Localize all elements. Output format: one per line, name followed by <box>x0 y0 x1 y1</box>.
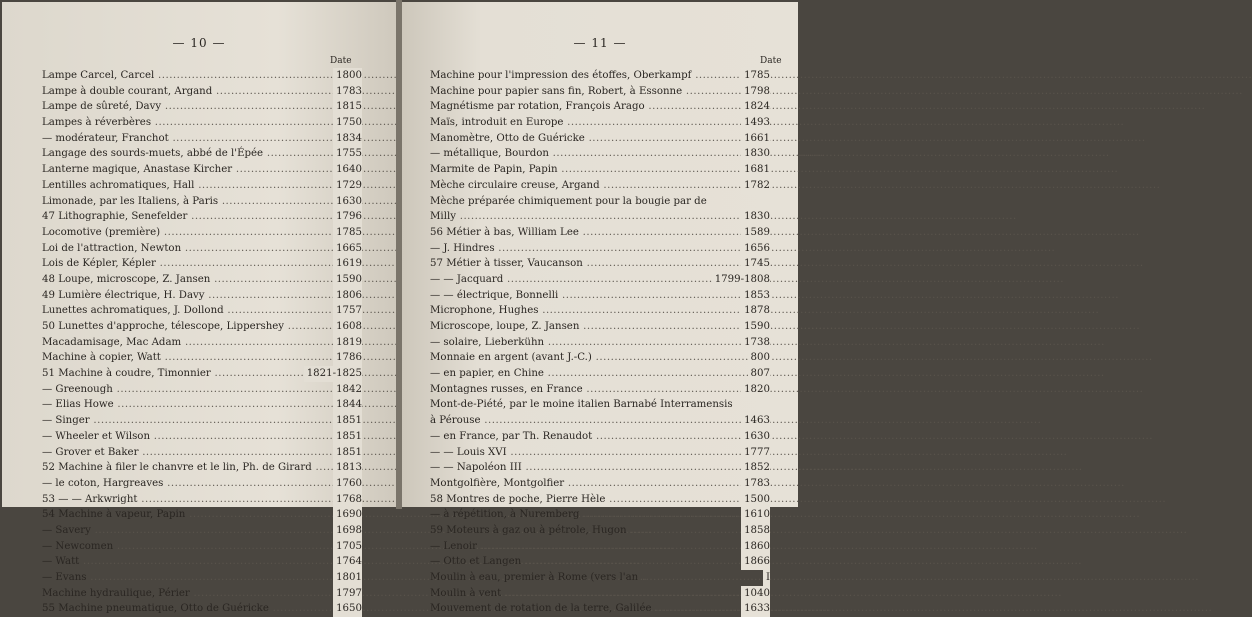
entry-text: Lanterne magique, Anastase Kircher ..... <box>42 162 316 178</box>
entry-text: Microphone, Hughes ..... <box>430 303 724 319</box>
entry-date: 1705 <box>333 539 362 555</box>
entry-date: 1813 <box>333 460 362 476</box>
entry-text: — à répétition, à Nuremberg ..... <box>430 507 724 523</box>
entry-date: 1801 <box>333 570 362 586</box>
entry-date: 1785 <box>333 225 362 241</box>
entry-row <box>430 570 770 586</box>
entry-row <box>430 539 770 555</box>
entry-date: 1589 <box>741 225 770 241</box>
entry-row <box>430 397 770 413</box>
entry-row <box>42 539 362 555</box>
entry-date: 1819 <box>333 335 362 351</box>
entry-row <box>430 68 770 84</box>
entry-text: Loi de l'attraction, Newton ..... <box>42 241 316 257</box>
entry-date: 1842 <box>333 382 362 398</box>
entry-row <box>42 225 362 241</box>
entry-row <box>42 256 362 272</box>
entry-date: 1830 <box>741 146 770 162</box>
entry-row <box>42 601 362 617</box>
entry-date: 1797 <box>333 586 362 602</box>
entry-date: 1806 <box>333 288 362 304</box>
entry-date: 1860 <box>741 539 770 555</box>
entry-row <box>430 288 770 304</box>
entry-text: — — électrique, Bonnelli ..... <box>430 288 724 304</box>
entry-date: 1500 <box>741 492 770 508</box>
entry-date: 1650 <box>333 601 362 617</box>
entry-date: 1799-1808 <box>712 272 770 288</box>
entry-row <box>430 335 770 351</box>
entry-date: 1755 <box>333 146 362 162</box>
entry-row <box>430 84 770 100</box>
entry-date: 1796 <box>333 209 362 225</box>
entry-row <box>430 303 770 319</box>
entry-text: 56 Métier à bas, William Lee ..... <box>430 225 724 241</box>
entry-date: 1852 <box>741 460 770 476</box>
entry-row <box>42 492 362 508</box>
entry-text: — J. Hindres ..... <box>430 241 724 257</box>
entry-date: 1851 <box>333 413 362 429</box>
entry-row <box>42 507 362 523</box>
entry-date: 1608 <box>333 319 362 335</box>
entry-text: Limonade, par les Italiens, à Paris ..... <box>42 194 316 210</box>
entry-date: 1681 <box>741 162 770 178</box>
entry-row <box>430 99 770 115</box>
entry-date: 1851 <box>333 429 362 445</box>
entry-row <box>430 225 770 241</box>
entry-date: 1665 <box>333 241 362 257</box>
entry-date: 1619 <box>333 256 362 272</box>
page-number: — 11 — <box>573 36 627 50</box>
entry-row <box>42 413 362 429</box>
entry-text: — — Napoléon III ..... <box>430 460 724 476</box>
entry-row <box>430 256 770 272</box>
entry-text: — Elias Howe ..... <box>42 397 316 413</box>
entry-date: 1824 <box>741 99 770 115</box>
entry-row <box>42 460 362 476</box>
entry-date: 1815 <box>333 99 362 115</box>
entry-text: 53 — — Arkwright ..... <box>42 492 316 508</box>
entry-row <box>42 272 362 288</box>
entry-row <box>430 319 770 335</box>
entry-text: Lois de Képler, Képler ..... <box>42 256 316 272</box>
entry-text: — Newcomen ..... <box>42 539 316 555</box>
entry-row <box>42 194 362 210</box>
entry-date: 1040 <box>741 586 770 602</box>
entry-list <box>42 68 362 617</box>
entry-date: 1834 <box>333 131 362 147</box>
entry-row <box>42 303 362 319</box>
entry-text: Moulin à vent ..... <box>430 586 724 602</box>
left-page <box>2 2 396 615</box>
entry-text: — en France, par Th. Renaudot ..... <box>430 429 724 445</box>
entry-text: Manomètre, Otto de Guéricke ..... <box>430 131 724 147</box>
entry-date: 1821-1825 <box>304 366 362 382</box>
entry-text: 48 Loupe, microscope, Z. Jansen ..... <box>42 272 316 288</box>
entry-date: 1661 <box>741 131 770 147</box>
entry-row <box>42 288 362 304</box>
entry-row <box>42 570 362 586</box>
entry-date: 1783 <box>741 476 770 492</box>
entry-date: 1745 <box>741 256 770 272</box>
entry-text: Lampe à double courant, Argand ..... <box>42 84 316 100</box>
entry-row <box>42 476 362 492</box>
entry-date: 1786 <box>333 350 362 366</box>
entry-row <box>430 241 770 257</box>
entry-row <box>42 445 362 461</box>
entry-row <box>42 162 362 178</box>
entry-row <box>430 554 770 570</box>
entry-date: 1493 <box>741 115 770 131</box>
entry-text: 50 Lunettes d'approche, télescope, Lippershey ..... <box>42 319 316 335</box>
entry-row <box>42 350 362 366</box>
entry-text: 54 Machine à vapeur, Papin ..... <box>42 507 316 523</box>
entry-date: 800 <box>748 350 770 366</box>
entry-date: 1757 <box>333 303 362 319</box>
entry-date: 1777 <box>741 445 770 461</box>
entry-row <box>430 460 770 476</box>
entry-text: Mouvement de rotation de la terre, Galilée ..... <box>430 601 724 617</box>
entry-date: 1633 <box>741 601 770 617</box>
entry-date: 1851 <box>333 445 362 461</box>
entry-date: 1878 <box>741 303 770 319</box>
entry-row <box>430 413 770 429</box>
entry-row <box>430 382 770 398</box>
entry-text: — — Louis XVI ..... <box>430 445 724 461</box>
entry-row <box>42 209 362 225</box>
entry-row <box>42 335 362 351</box>
entry-date: 1820 <box>741 382 770 398</box>
entry-text: Machine à copier, Watt ..... <box>42 350 316 366</box>
entry-date: 1738 <box>741 335 770 351</box>
entry-text: — — Jacquard ..... <box>430 272 698 288</box>
entry-date: 1782 <box>741 178 770 194</box>
entry-text: Lunettes achromatiques, J. Dollond ..... <box>42 303 316 319</box>
entry-date: 1656 <box>741 241 770 257</box>
entry-text: Machine hydraulique, Périer ..... <box>42 586 316 602</box>
entry-row <box>430 178 770 194</box>
entry-text: Montgolfière, Montgolfier ..... <box>430 476 724 492</box>
entry-date: 1630 <box>333 194 362 210</box>
entry-text: 49 Lumière électrique, H. Davy ..... <box>42 288 316 304</box>
entry-row <box>42 241 362 257</box>
entry-date: 1729 <box>333 178 362 194</box>
entry-text: — solaire, Lieberkühn ..... <box>430 335 724 351</box>
entry-row <box>430 476 770 492</box>
entry-row <box>430 586 770 602</box>
entry-row <box>42 319 362 335</box>
entry-row <box>430 115 770 131</box>
entry-row <box>430 272 770 288</box>
entry-row <box>430 131 770 147</box>
entry-row <box>42 68 362 84</box>
entry-row <box>430 492 770 508</box>
entry-text: — Otto et Langen ..... <box>430 554 724 570</box>
entry-row <box>42 382 362 398</box>
entry-text: — Grover et Baker ..... <box>42 445 316 461</box>
entry-row <box>430 366 770 382</box>
entry-text: Macadamisage, Mac Adam ..... <box>42 335 316 351</box>
entry-text: — Singer ..... <box>42 413 316 429</box>
entry-date: 1798 <box>741 84 770 100</box>
date-column-header: Date <box>330 56 352 66</box>
entry-text: — Watt ..... <box>42 554 316 570</box>
right-page <box>402 2 798 615</box>
entry-text: Moulin à eau, premier à Rome (vers l'an ..... <box>430 570 724 586</box>
entry-row <box>42 99 362 115</box>
entry-row <box>430 445 770 461</box>
entry-text: 59 Moteurs à gaz ou à pétrole, Hugon ..... <box>430 523 724 539</box>
entry-row <box>42 429 362 445</box>
entry-text: 51 Machine à coudre, Timonnier ..... <box>42 366 290 382</box>
entry-date: 1690 <box>333 507 362 523</box>
entry-text: — Wheeler et Wilson ..... <box>42 429 316 445</box>
entry-list <box>430 68 770 617</box>
entry-text: 55 Machine pneumatique, Otto de Guéricke ..... <box>42 601 316 617</box>
entry-row <box>42 178 362 194</box>
entry-text: Mont-de-Piété, par le moine italien Barnabé Interramensis <box>430 399 733 411</box>
entry-date: 1698 <box>333 523 362 539</box>
entry-row <box>42 84 362 100</box>
entry-text: Lampe de sûreté, Davy ..... <box>42 99 316 115</box>
entry-text: Lampes à réverbères ..... <box>42 115 316 131</box>
entry-text: Maïs, introduit en Europe ..... <box>430 115 724 131</box>
entry-text: Mèche préparée chimiquement pour la bougie par de <box>430 195 707 207</box>
entry-text: Milly ..... <box>430 209 724 225</box>
entry-text: à Pérouse ..... <box>430 413 724 429</box>
entry-row <box>430 146 770 162</box>
entry-text: — Lenoir ..... <box>430 539 724 555</box>
entry-text: — Evans ..... <box>42 570 316 586</box>
entry-date: 1750 <box>333 115 362 131</box>
entry-text: — métallique, Bourdon ..... <box>430 146 724 162</box>
entry-text: — modérateur, Franchot ..... <box>42 131 316 147</box>
entry-text: Montagnes russes, en France ..... <box>430 382 724 398</box>
entry-text: Machine pour papier sans fin, Robert, à Essonne ..... <box>430 84 724 100</box>
entry-date: I <box>763 570 770 586</box>
entry-row <box>430 429 770 445</box>
entry-date: 1800 <box>333 68 362 84</box>
entry-date: 1785 <box>741 68 770 84</box>
entry-text: Monnaie en argent (avant J.-C.) ..... <box>430 350 724 366</box>
entry-date: 1866 <box>741 554 770 570</box>
entry-row <box>42 586 362 602</box>
entry-date: 1830 <box>741 209 770 225</box>
entry-text: 52 Machine à filer le chanvre et le lin, Ph. de Girard ..... <box>42 460 316 476</box>
entry-text: Lentilles achromatiques, Hall ..... <box>42 178 316 194</box>
entry-row <box>42 131 362 147</box>
entry-date: 1844 <box>333 397 362 413</box>
entry-row <box>430 162 770 178</box>
page-number: — 10 — <box>172 36 226 50</box>
entry-date: 1768 <box>333 492 362 508</box>
entry-row <box>42 397 362 413</box>
entry-text: Locomotive (première) ..... <box>42 225 316 241</box>
entry-date: 1640 <box>333 162 362 178</box>
entry-text: — Savery ..... <box>42 523 316 539</box>
entry-date: 1783 <box>333 84 362 100</box>
entry-text: Mèche circulaire creuse, Argand ..... <box>430 178 724 194</box>
entry-text: 58 Montres de poche, Pierre Hèle ..... <box>430 492 724 508</box>
date-column-header: Date <box>760 56 782 66</box>
entry-date: 1630 <box>741 429 770 445</box>
entry-text: — Greenough ..... <box>42 382 316 398</box>
entry-row <box>430 350 770 366</box>
entry-row <box>42 523 362 539</box>
entry-text: Langage des sourds-muets, abbé de l'Épée ..... <box>42 146 316 162</box>
entry-row <box>430 194 770 210</box>
entry-row <box>430 507 770 523</box>
entry-text: Marmite de Papin, Papin ..... <box>430 162 724 178</box>
entry-date: 1858 <box>741 523 770 539</box>
entry-date: 1590 <box>741 319 770 335</box>
entry-row <box>42 115 362 131</box>
entry-date: 1610 <box>741 507 770 523</box>
entry-row <box>430 523 770 539</box>
entry-row <box>42 554 362 570</box>
entry-text: — le coton, Hargreaves ..... <box>42 476 316 492</box>
entry-text: Microscope, loupe, Z. Jansen ..... <box>430 319 724 335</box>
entry-date: 1760 <box>333 476 362 492</box>
entry-row <box>42 366 362 382</box>
entry-row <box>430 601 770 617</box>
entry-row <box>430 209 770 225</box>
entry-row <box>42 146 362 162</box>
entry-text: Magnétisme par rotation, François Arago ..... <box>430 99 724 115</box>
entry-date: 1590 <box>333 272 362 288</box>
entry-date: 807 <box>748 366 770 382</box>
entry-text: 47 Lithographie, Senefelder ..... <box>42 209 316 225</box>
entry-text: Lampe Carcel, Carcel ..... <box>42 68 316 84</box>
entry-text: 57 Métier à tisser, Vaucanson ..... <box>430 256 724 272</box>
entry-date: 1463 <box>741 413 770 429</box>
entry-text: Machine pour l'impression des étoffes, Oberkampf ..... <box>430 68 724 84</box>
entry-date: 1853 <box>741 288 770 304</box>
entry-date: 1764 <box>333 554 362 570</box>
entry-text: — en papier, en Chine ..... <box>430 366 724 382</box>
